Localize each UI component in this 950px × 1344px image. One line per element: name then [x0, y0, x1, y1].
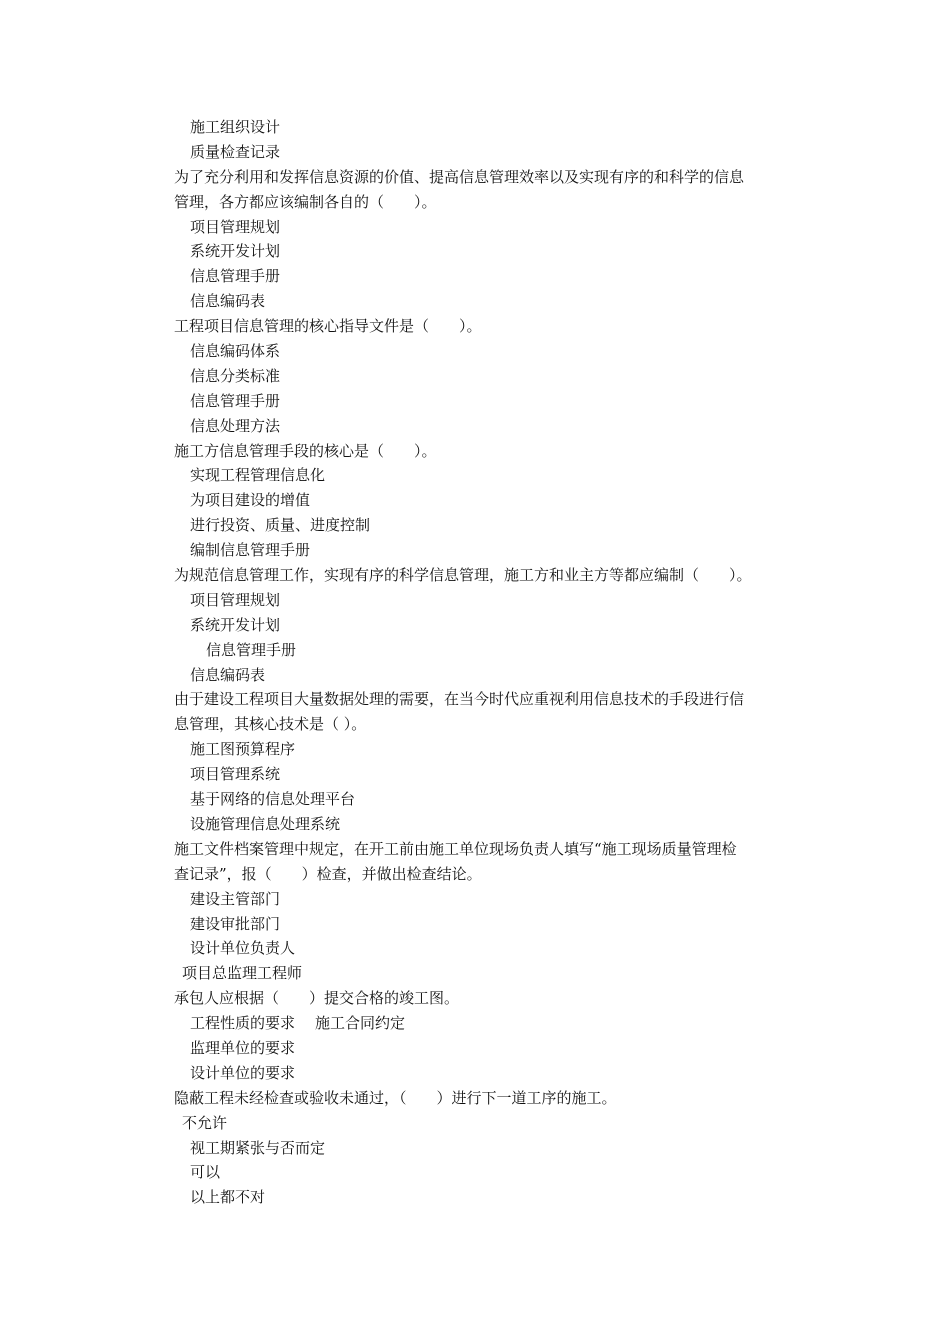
option-text: 设施管理信息处理系统	[190, 814, 341, 833]
option-text: 项目总监理工程师	[182, 964, 303, 983]
option-text: 信息管理手册	[190, 391, 281, 410]
option-text: 项目管理系统	[190, 765, 281, 784]
option-text: 建设主管部门	[190, 889, 281, 908]
option-line	[174, 912, 814, 937]
option-line	[174, 538, 814, 563]
option-line	[174, 887, 814, 912]
question-line	[174, 687, 814, 712]
question-text: 息管理，其核心技术是（ ）。	[174, 715, 367, 734]
option-line	[174, 961, 814, 986]
question-line	[174, 986, 814, 1011]
option-line	[174, 339, 814, 364]
option-text: 项目管理规划	[190, 217, 281, 236]
option-line	[174, 1111, 814, 1136]
question-text: 施工方信息管理手段的核心是（ ）。	[174, 441, 437, 460]
option-line	[174, 588, 814, 613]
option-line	[174, 463, 814, 488]
option-line	[174, 289, 814, 314]
option-line	[174, 140, 814, 165]
option-text: 基于网络的信息处理平台	[190, 790, 356, 809]
question-line	[174, 439, 814, 464]
option-text: 为项目建设的增值	[190, 491, 311, 510]
option-text: 系统开发计划	[190, 615, 281, 634]
question-text: 由于建设工程项目大量数据处理的需要，在当今时代应重视利用信息技术的手段进行信	[174, 690, 745, 709]
option-text: 视工期紧张与否而定	[190, 1138, 326, 1157]
question-text: 为了充分利用和发挥信息资源的价值、提高信息管理效率以及实现有序的和科学的信息	[174, 167, 745, 186]
option-line	[174, 239, 814, 264]
option-line	[174, 613, 814, 638]
option-line	[174, 488, 814, 513]
option-text: 进行投资、质量、进度控制	[190, 516, 371, 535]
option-line	[174, 737, 814, 762]
option-text: 信息管理手册	[190, 267, 281, 286]
question-line	[174, 712, 814, 737]
option-text: 施工组织设计	[190, 118, 281, 136]
option-text: 信息编码表	[190, 665, 266, 684]
option-text: 信息分类标准	[190, 366, 281, 385]
option-line	[174, 389, 814, 414]
question-text: 为规范信息管理工作，实现有序的科学信息管理，施工方和业主方等都应编制（ ）。	[174, 566, 752, 585]
option-line	[174, 762, 814, 787]
option-text: 系统开发计划	[190, 242, 281, 261]
option-text: 信息处理方法	[190, 416, 281, 435]
option-text: 工程性质的要求	[190, 1014, 296, 1033]
option-line	[174, 787, 814, 812]
question-line	[174, 837, 814, 862]
option-text: 施工图预算程序	[190, 740, 296, 759]
option-text: 编制信息管理手册	[190, 541, 311, 560]
option-line	[174, 1136, 814, 1161]
option-line	[174, 1011, 814, 1036]
option-text: 设计单位的要求	[190, 1063, 296, 1082]
option-line	[174, 812, 814, 837]
option-line	[174, 663, 814, 688]
question-line	[174, 1086, 814, 1111]
option-text: 信息编码体系	[190, 342, 281, 361]
option-line	[174, 1185, 814, 1210]
document-body	[174, 115, 814, 1210]
question-line	[174, 190, 814, 215]
option-text: 以上都不对	[190, 1188, 266, 1207]
option-line	[174, 215, 814, 240]
option-line	[174, 264, 814, 289]
option-line	[174, 1036, 814, 1061]
option-text: 不允许	[182, 1113, 228, 1132]
option-line	[174, 115, 814, 140]
question-text: 工程项目信息管理的核心指导文件是（ ）。	[174, 317, 482, 336]
question-line	[174, 314, 814, 339]
option-text: 信息编码表	[190, 292, 266, 311]
option-text: 项目管理规划	[190, 590, 281, 609]
question-text: 施工文件档案管理中规定，在开工前由施工单位现场负责人填写“施工现场质量管理检	[174, 839, 737, 858]
question-line	[174, 563, 814, 588]
question-text: 查记录”，报（ ）检查，并做出检查结论。	[174, 864, 482, 883]
option-line	[174, 936, 814, 961]
option-line	[174, 638, 814, 663]
option-line	[174, 414, 814, 439]
option-text: 设计单位负责人	[190, 939, 296, 958]
option-line	[174, 1061, 814, 1086]
option-text: 实现工程管理信息化	[190, 466, 326, 485]
question-line	[174, 862, 814, 887]
option-text: 信息管理手册	[206, 640, 297, 659]
option-text: 施工合同约定	[315, 1014, 406, 1033]
question-text: 承包人应根据（ ）提交合格的竣工图。	[174, 989, 460, 1008]
question-text: 管理，各方都应该编制各自的（ ）。	[174, 192, 437, 211]
option-text: 建设审批部门	[190, 914, 281, 933]
question-text: 隐蔽工程未经检查或验收未通过，（ ）进行下一道工序的施工。	[174, 1088, 617, 1107]
option-text: 监理单位的要求	[190, 1038, 296, 1057]
option-text: 质量检查记录	[190, 142, 281, 161]
question-line	[174, 165, 814, 190]
option-line	[174, 364, 814, 389]
option-line	[174, 1160, 814, 1185]
option-line	[174, 513, 814, 538]
option-text: 可以	[190, 1163, 221, 1182]
